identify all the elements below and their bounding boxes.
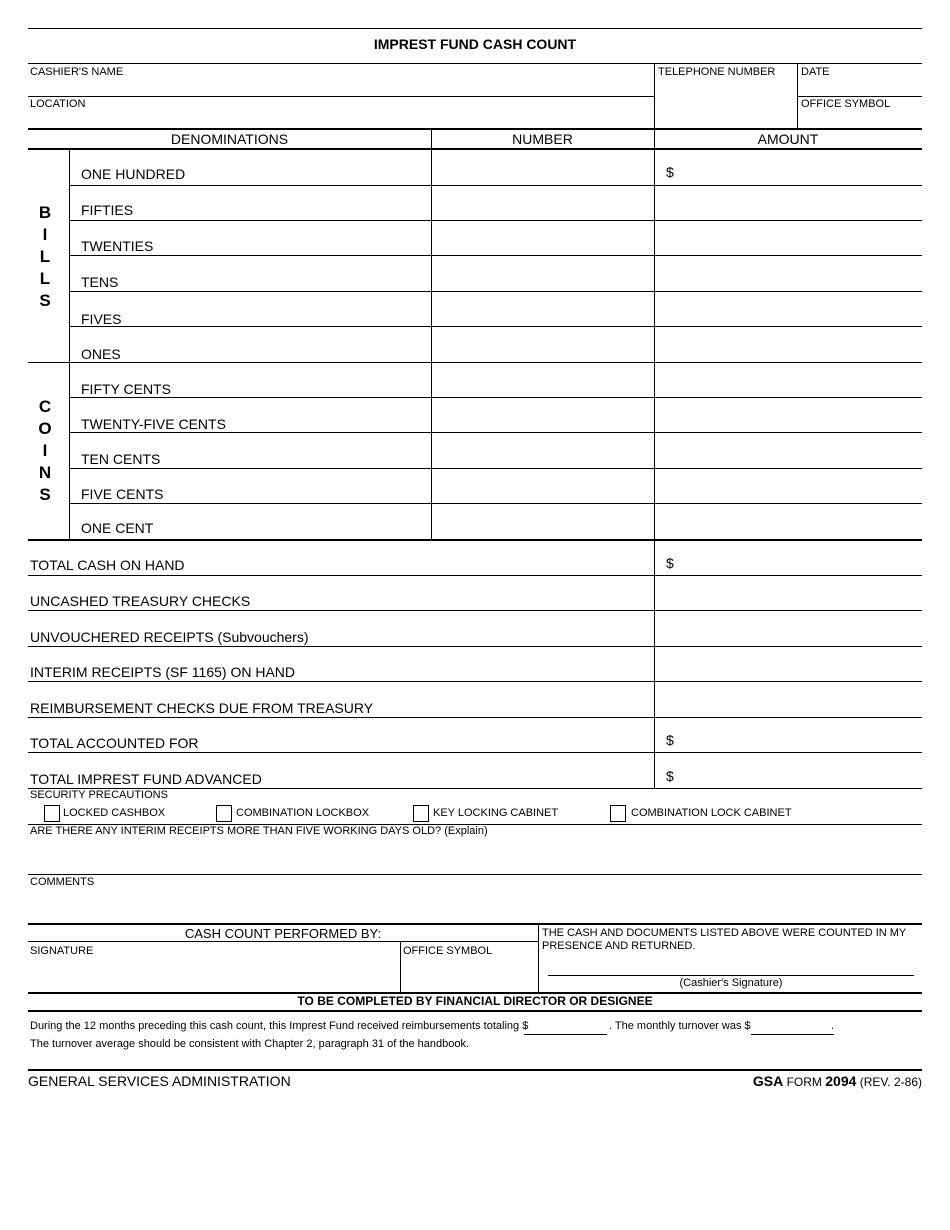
locked-cashbox-checkbox[interactable] bbox=[44, 805, 60, 822]
bills-letter: B bbox=[38, 203, 52, 222]
coins-letter: S bbox=[39, 485, 51, 504]
coins-letter: O bbox=[38, 419, 52, 438]
group-label-divider bbox=[69, 149, 70, 540]
cashier-signature-field[interactable] bbox=[548, 958, 914, 974]
signature-field[interactable] bbox=[30, 958, 396, 990]
footer-agency: GENERAL SERVICES ADMINISTRATION bbox=[28, 1073, 291, 1089]
row-rule bbox=[69, 185, 922, 186]
interim-rule bbox=[28, 874, 922, 875]
cashier-signature-line bbox=[548, 975, 914, 976]
coin-row-label: ONE CENT bbox=[81, 520, 154, 536]
header-rule-2 bbox=[28, 96, 654, 97]
total-label: UNVOUCHERED RECEIPTS (Subvouchers) bbox=[30, 629, 309, 645]
header-rule-1 bbox=[28, 63, 922, 64]
amount-input[interactable] bbox=[680, 150, 920, 184]
number-divider bbox=[431, 129, 432, 540]
turnover-text: During the 12 months preceding this cash count, this Imprest Fund received reimbursements totaling $ bbox=[30, 1020, 529, 1032]
coin-row-label: FIVE CENTS bbox=[81, 486, 164, 502]
cashier-name-label: CASHIER'S NAME bbox=[30, 66, 124, 78]
performer-office-symbol-field[interactable] bbox=[403, 958, 535, 990]
comments-label: COMMENTS bbox=[30, 876, 95, 888]
coins-letter: I bbox=[42, 441, 48, 460]
cashier-name-field[interactable] bbox=[30, 78, 650, 95]
bill-row-label: TENS bbox=[81, 274, 119, 290]
dollar-sign: $ bbox=[666, 732, 674, 748]
total-rule bbox=[28, 717, 922, 718]
row-rule bbox=[69, 432, 922, 433]
telephone-field[interactable] bbox=[656, 78, 794, 126]
amount-divider bbox=[654, 129, 655, 788]
bill-row-label: FIVES bbox=[81, 311, 122, 327]
footer-rule bbox=[28, 1069, 922, 1071]
signature-label: SIGNATURE bbox=[30, 945, 94, 957]
form-number bbox=[753, 1073, 922, 1089]
performer-office-symbol-label: OFFICE SYMBOL bbox=[403, 945, 493, 957]
dollar-sign: $ bbox=[666, 768, 674, 784]
bills-coins-rule bbox=[28, 362, 922, 363]
certification-divider bbox=[538, 924, 539, 992]
total-rule bbox=[28, 681, 922, 682]
security-option-label: LOCKED CASHBOX bbox=[63, 807, 166, 819]
row-rule bbox=[69, 468, 922, 469]
amount-header: AMOUNT bbox=[757, 131, 819, 147]
total-label: TOTAL ACCOUNTED FOR bbox=[30, 735, 199, 751]
footer-form-word: FORM bbox=[783, 1075, 826, 1089]
coins-label bbox=[35, 396, 55, 506]
footer-revision: (REV. 2-86) bbox=[856, 1075, 922, 1089]
certification-text: THE CASH AND DOCUMENTS LISTED ABOVE WERE COUNTED IN MY PRESENCE AND RETURNED. bbox=[542, 927, 907, 952]
number-input[interactable] bbox=[433, 150, 652, 184]
telephone-label: TELEPHONE NUMBER bbox=[658, 66, 776, 78]
combination-lockbox-checkbox[interactable] bbox=[216, 805, 232, 822]
row-rule bbox=[69, 255, 922, 256]
comments-field[interactable] bbox=[30, 890, 920, 920]
table-top-rule bbox=[28, 128, 922, 130]
coins-letter: N bbox=[38, 463, 52, 482]
security-option-label: COMBINATION LOCKBOX bbox=[236, 807, 370, 819]
security-label: SECURITY PRECAUTIONS bbox=[30, 789, 168, 801]
header-rule-2b bbox=[797, 96, 922, 97]
security-option-label: KEY LOCKING CABINET bbox=[433, 807, 559, 819]
top-rule bbox=[28, 28, 922, 29]
dollar-sign: $ bbox=[666, 555, 674, 571]
row-rule bbox=[69, 503, 922, 504]
row-rule bbox=[69, 220, 922, 221]
total-rule bbox=[28, 752, 922, 753]
total-label: TOTAL CASH ON HAND bbox=[30, 557, 185, 573]
coin-row-label: FIFTY CENTS bbox=[81, 381, 171, 397]
director-heading-rule bbox=[28, 1010, 922, 1012]
performed-by-heading: CASH COUNT PERFORMED BY: bbox=[184, 926, 382, 941]
bills-letter: L bbox=[39, 269, 51, 288]
table-bottom-rule bbox=[28, 539, 922, 541]
reimbursements-total-blank bbox=[524, 1034, 607, 1035]
key-locking-cabinet-checkbox[interactable] bbox=[413, 805, 429, 822]
bill-row-label: ONE HUNDRED bbox=[81, 166, 186, 182]
bills-letter: L bbox=[39, 247, 51, 266]
form-title: IMPREST FUND CASH COUNT bbox=[373, 36, 577, 52]
date-label: DATE bbox=[801, 66, 830, 78]
total-label: REIMBURSEMENT CHECKS DUE FROM TREASURY bbox=[30, 700, 374, 716]
denominations-header: DENOMINATIONS bbox=[170, 131, 289, 147]
header-divider-1 bbox=[654, 63, 655, 129]
bill-row-label: ONES bbox=[81, 346, 121, 362]
turnover-text: . The monthly turnover was $ bbox=[609, 1020, 751, 1032]
performed-by-rule bbox=[28, 941, 538, 942]
total-label: TOTAL IMPREST FUND ADVANCED bbox=[30, 771, 262, 787]
total-label: INTERIM RECEIPTS (SF 1165) ON HAND bbox=[30, 664, 296, 680]
turnover-note: The turnover average should be consistent with Chapter 2, paragraph 31 of the handbook. bbox=[30, 1038, 470, 1050]
total-label: UNCASHED TREASURY CHECKS bbox=[30, 593, 251, 609]
monthly-turnover-field[interactable] bbox=[751, 1018, 834, 1033]
footer-form-number: 2094 bbox=[825, 1073, 857, 1089]
date-field[interactable] bbox=[799, 78, 921, 95]
bills-letter: I bbox=[42, 225, 48, 244]
office-symbol-divider bbox=[400, 941, 401, 992]
coin-row-label: TEN CENTS bbox=[81, 451, 161, 467]
header-divider-2 bbox=[797, 63, 798, 129]
dollar-sign: $ bbox=[666, 164, 674, 180]
coins-letter: C bbox=[38, 397, 52, 416]
total-rule bbox=[28, 610, 922, 611]
monthly-turnover-blank bbox=[751, 1034, 834, 1035]
row-rule bbox=[69, 291, 922, 292]
bills-label bbox=[35, 202, 55, 312]
row-rule bbox=[69, 397, 922, 398]
security-option-label: COMBINATION LOCK CABINET bbox=[631, 807, 792, 819]
interim-explain-field[interactable] bbox=[30, 840, 920, 872]
combination-lock-cabinet-checkbox[interactable] bbox=[610, 805, 626, 822]
director-heading: TO BE COMPLETED BY FINANCIAL DIRECTOR OR DESIGNEE bbox=[297, 994, 653, 1008]
office-symbol-label: OFFICE SYMBOL bbox=[801, 98, 891, 110]
interim-question: ARE THERE ANY INTERIM RECEIPTS MORE THAN FIVE WORKING DAYS OLD? (Explain) bbox=[30, 825, 488, 837]
coin-row-label: TWENTY-FIVE CENTS bbox=[81, 416, 226, 432]
total-rule bbox=[28, 575, 922, 576]
office-symbol-field[interactable] bbox=[799, 111, 921, 127]
cashier-signature-caption: (Cashier's Signature) bbox=[679, 977, 783, 989]
row-rule bbox=[69, 326, 922, 327]
bill-row-label: TWENTIES bbox=[81, 238, 154, 254]
number-header: NUMBER bbox=[512, 131, 573, 147]
bill-row-label: FIFTIES bbox=[81, 202, 134, 218]
location-field[interactable] bbox=[30, 111, 650, 127]
reimbursements-total-field[interactable] bbox=[524, 1018, 607, 1033]
bills-letter: S bbox=[39, 291, 51, 310]
signature-top-rule bbox=[28, 923, 922, 925]
turnover-text: . bbox=[831, 1020, 835, 1032]
total-rule bbox=[28, 646, 922, 647]
location-label: LOCATION bbox=[30, 98, 86, 110]
footer-gsa: GSA bbox=[752, 1073, 784, 1089]
